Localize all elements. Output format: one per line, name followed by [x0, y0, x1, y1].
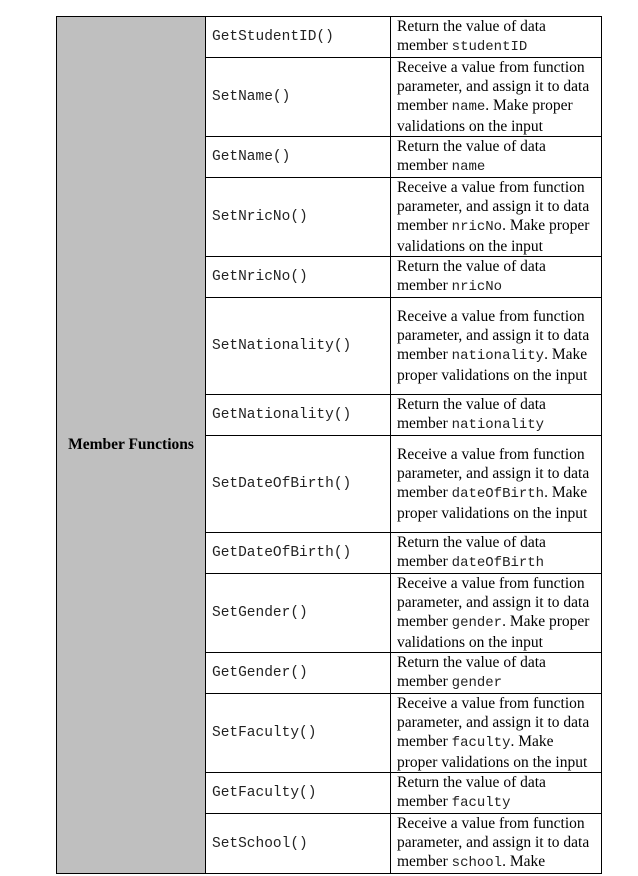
description-text: Receive a value from function parameter, and assign it to data member — [397, 179, 590, 234]
function-description — [391, 137, 602, 178]
data-member-identifier: gender — [451, 615, 503, 631]
description-text: Return the value of data member — [397, 138, 546, 174]
description-text: Return the value of data member — [397, 654, 546, 690]
function-name: SetNationality() — [206, 298, 391, 395]
function-description — [391, 773, 602, 814]
data-member-identifier: dateOfBirth — [451, 486, 545, 502]
data-member-identifier: faculty — [451, 735, 511, 751]
data-member-identifier: nricNo — [451, 279, 503, 295]
table-row — [57, 17, 602, 58]
function-description — [391, 395, 602, 436]
description-text: Return the value of data member — [397, 18, 546, 54]
function-name: SetDateOfBirth() — [206, 436, 391, 533]
description-text: . Make proper validations on the input — [397, 346, 588, 384]
data-member-identifier: nricNo — [451, 219, 503, 235]
data-member-identifier: name — [451, 99, 486, 115]
description-text: Receive a value from function parameter, and assign it to data member — [397, 575, 590, 630]
description-text: Receive a value from function parameter, and assign it to data member — [397, 815, 590, 870]
function-name: SetGender() — [206, 574, 391, 653]
function-name: GetName() — [206, 137, 391, 178]
description-text: Receive a value from function parameter, and assign it to data member — [397, 308, 590, 363]
function-description — [391, 58, 602, 137]
data-member-identifier: nationality — [451, 348, 545, 364]
section-label: Member Functions — [57, 17, 206, 874]
description-text: Receive a value from function parameter, and assign it to data member — [397, 59, 590, 114]
function-name: GetDateOfBirth() — [206, 533, 391, 574]
table-body — [57, 17, 602, 874]
description-text: . Make proper validations on the input — [397, 613, 590, 651]
description-text: . Make proper validations on the input — [397, 217, 590, 255]
function-name: SetFaculty() — [206, 694, 391, 773]
description-text: Receive a value from function parameter, and assign it to data member — [397, 446, 590, 501]
description-text: Return the value of data member — [397, 396, 546, 432]
function-name: SetSchool() — [206, 814, 391, 874]
description-text: . Make proper validations on the input — [397, 733, 588, 771]
function-description — [391, 694, 602, 773]
function-description — [391, 533, 602, 574]
function-description — [391, 653, 602, 694]
description-text: . Make proper validations on the input — [397, 484, 588, 522]
data-member-identifier: dateOfBirth — [451, 555, 545, 571]
function-name: GetNationality() — [206, 395, 391, 436]
function-description — [391, 298, 602, 395]
data-member-identifier: gender — [451, 675, 503, 691]
function-description — [391, 257, 602, 298]
description-text: Return the value of data member — [397, 534, 546, 570]
function-name: SetName() — [206, 58, 391, 137]
description-text: . Make — [502, 853, 546, 870]
data-member-identifier: faculty — [451, 795, 511, 811]
function-name: GetStudentID() — [206, 17, 391, 58]
function-description — [391, 574, 602, 653]
function-name: GetGender() — [206, 653, 391, 694]
function-description — [391, 436, 602, 533]
description-text: Receive a value from function parameter, and assign it to data member — [397, 695, 590, 750]
data-member-identifier: studentID — [451, 39, 528, 55]
function-description — [391, 814, 602, 874]
function-name: GetNricNo() — [206, 257, 391, 298]
description-text: Return the value of data member — [397, 258, 546, 294]
member-functions-table — [56, 16, 602, 874]
description-text: . Make proper validations on the input — [397, 97, 573, 135]
function-description — [391, 17, 602, 58]
function-name: SetNricNo() — [206, 178, 391, 257]
function-name: GetFaculty() — [206, 773, 391, 814]
function-description — [391, 178, 602, 257]
description-text: Return the value of data member — [397, 774, 546, 810]
data-member-identifier: school — [451, 855, 503, 871]
data-member-identifier: nationality — [451, 417, 545, 433]
data-member-identifier: name — [451, 159, 486, 175]
